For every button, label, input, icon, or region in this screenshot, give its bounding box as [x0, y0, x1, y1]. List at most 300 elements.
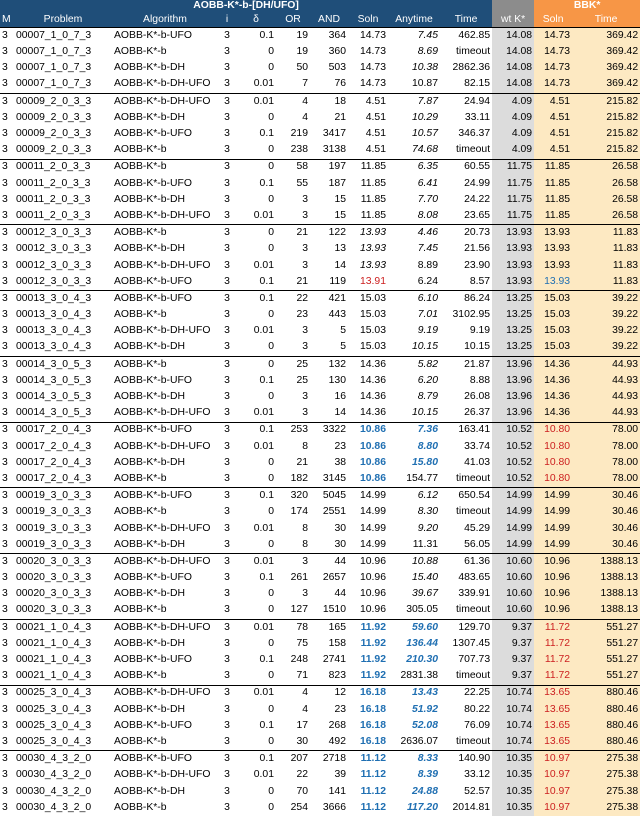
cell-i: 3 — [218, 554, 236, 571]
cell-algorithm: AOBB-K*-b-UFO — [112, 291, 218, 308]
cell-and: 2741 — [310, 652, 348, 668]
table-row — [0, 521, 640, 537]
cell-m: 3 — [0, 455, 14, 471]
cell-i: 3 — [218, 192, 236, 208]
cell-bbk-time: 44.93 — [572, 373, 640, 389]
cell-problem: 00025_3_0_4_3 — [14, 685, 112, 702]
cell-m: 3 — [0, 668, 14, 685]
cell-bbk-soln: 14.99 — [534, 537, 572, 554]
cell-m: 3 — [0, 652, 14, 668]
cell-or: 127 — [276, 603, 310, 620]
table-row — [0, 77, 640, 94]
cell-algorithm: AOBB-K*-b-DH-UFO — [112, 77, 218, 94]
cell-wt-kstar: 13.96 — [492, 389, 534, 405]
cell-time: 20.73 — [440, 225, 492, 242]
cell-time: 462.85 — [440, 28, 492, 45]
cell-m: 3 — [0, 225, 14, 242]
cell-algorithm: AOBB-K*-b-UFO — [112, 274, 218, 291]
cell-bbk-soln: 11.72 — [534, 652, 572, 668]
cell-problem: 00025_3_0_4_3 — [14, 718, 112, 734]
cell-and: 3322 — [310, 422, 348, 439]
cell-wt-kstar: 13.25 — [492, 307, 534, 323]
cell-soln: 11.85 — [348, 176, 388, 192]
cell-and: 5 — [310, 340, 348, 357]
cell-problem: 00019_3_0_3_3 — [14, 537, 112, 554]
cell-delta: 0 — [236, 702, 276, 718]
cell-anytime: 10.15 — [388, 340, 440, 357]
cell-time: 3102.95 — [440, 307, 492, 323]
cell-and: 268 — [310, 718, 348, 734]
cell-time: 707.73 — [440, 652, 492, 668]
cell-and: 2718 — [310, 751, 348, 768]
table-row — [0, 274, 640, 291]
cell-algorithm: AOBB-K*-b — [112, 734, 218, 751]
cell-soln: 4.51 — [348, 142, 388, 159]
cell-soln: 11.12 — [348, 784, 388, 800]
cell-soln: 4.51 — [348, 93, 388, 110]
cell-soln: 10.96 — [348, 603, 388, 620]
cell-bbk-time: 215.82 — [572, 142, 640, 159]
cell-time: 26.08 — [440, 389, 492, 405]
cell-algorithm: AOBB-K*-b — [112, 307, 218, 323]
cell-delta: 0.01 — [236, 323, 276, 339]
cell-bbk-soln: 11.72 — [534, 668, 572, 685]
cell-anytime: 6.10 — [388, 291, 440, 308]
cell-and: 2551 — [310, 504, 348, 520]
cell-and: 122 — [310, 225, 348, 242]
cell-problem: 00021_1_0_4_3 — [14, 619, 112, 636]
table-row — [0, 652, 640, 668]
cell-algorithm: AOBB-K*-b-DH — [112, 702, 218, 718]
cell-wt-kstar: 11.75 — [492, 176, 534, 192]
cell-delta: 0.01 — [236, 208, 276, 225]
cell-and: 3145 — [310, 471, 348, 488]
cell-bbk-time: 369.42 — [572, 60, 640, 76]
cell-m: 3 — [0, 389, 14, 405]
cell-problem: 00020_3_0_3_3 — [14, 554, 112, 571]
cell-soln: 14.36 — [348, 389, 388, 405]
cell-soln: 10.96 — [348, 586, 388, 602]
table-row — [0, 225, 640, 242]
cell-bbk-time: 215.82 — [572, 110, 640, 126]
cell-m: 3 — [0, 142, 14, 159]
table-row — [0, 488, 640, 505]
cell-m: 3 — [0, 176, 14, 192]
cell-time: 41.03 — [440, 455, 492, 471]
cell-bbk-time: 275.38 — [572, 800, 640, 816]
cell-problem: 00017_2_0_4_3 — [14, 422, 112, 439]
cell-algorithm: AOBB-K*-b-UFO — [112, 570, 218, 586]
cell-or: 21 — [276, 274, 310, 291]
cell-problem: 00017_2_0_4_3 — [14, 455, 112, 471]
cell-anytime: 117.20 — [388, 800, 440, 816]
cell-m: 3 — [0, 208, 14, 225]
cell-time: timeout — [440, 734, 492, 751]
cell-i: 3 — [218, 784, 236, 800]
cell-m: 3 — [0, 422, 14, 439]
cell-bbk-soln: 14.36 — [534, 389, 572, 405]
cell-time: 22.25 — [440, 685, 492, 702]
cell-anytime: 7.45 — [388, 241, 440, 257]
cell-anytime: 13.43 — [388, 685, 440, 702]
cell-algorithm: AOBB-K*-b — [112, 800, 218, 816]
cell-bbk-time: 551.27 — [572, 619, 640, 636]
col-header-bbk-time: Time — [572, 13, 640, 28]
cell-or: 3 — [276, 389, 310, 405]
cell-or: 75 — [276, 636, 310, 652]
cell-or: 19 — [276, 28, 310, 45]
cell-anytime: 7.70 — [388, 192, 440, 208]
cell-delta: 0.1 — [236, 291, 276, 308]
cell-algorithm: AOBB-K*-b-DH — [112, 340, 218, 357]
cell-soln: 11.12 — [348, 800, 388, 816]
cell-i: 3 — [218, 718, 236, 734]
cell-soln: 14.73 — [348, 44, 388, 60]
cell-delta: 0 — [236, 340, 276, 357]
col-header-and: AND — [310, 13, 348, 28]
cell-problem: 00021_1_0_4_3 — [14, 652, 112, 668]
cell-m: 3 — [0, 159, 14, 176]
cell-problem: 00020_3_0_3_3 — [14, 586, 112, 602]
cell-anytime: 8.80 — [388, 439, 440, 455]
cell-problem: 00007_1_0_7_3 — [14, 44, 112, 60]
cell-time: timeout — [440, 471, 492, 488]
cell-bbk-time: 26.58 — [572, 159, 640, 176]
cell-i: 3 — [218, 734, 236, 751]
cell-anytime: 6.35 — [388, 159, 440, 176]
cell-time: 10.15 — [440, 340, 492, 357]
cell-or: 78 — [276, 619, 310, 636]
cell-bbk-time: 39.22 — [572, 340, 640, 357]
cell-soln: 11.92 — [348, 636, 388, 652]
cell-algorithm: AOBB-K*-b — [112, 603, 218, 620]
cell-soln: 10.86 — [348, 439, 388, 455]
cell-and: 44 — [310, 554, 348, 571]
cell-algorithm: AOBB-K*-b-UFO — [112, 718, 218, 734]
cell-wt-kstar: 9.37 — [492, 636, 534, 652]
cell-problem: 00030_4_3_2_0 — [14, 800, 112, 816]
cell-soln: 14.73 — [348, 60, 388, 76]
cell-bbk-soln: 10.97 — [534, 784, 572, 800]
cell-problem: 00014_3_0_5_3 — [14, 356, 112, 373]
cell-delta: 0 — [236, 537, 276, 554]
cell-bbk-time: 1388.13 — [572, 570, 640, 586]
table-row — [0, 110, 640, 126]
cell-delta: 0 — [236, 60, 276, 76]
cell-bbk-time: 551.27 — [572, 652, 640, 668]
cell-wt-kstar: 13.96 — [492, 373, 534, 389]
cell-anytime: 15.80 — [388, 455, 440, 471]
cell-delta: 0.01 — [236, 93, 276, 110]
cell-i: 3 — [218, 208, 236, 225]
cell-anytime: 6.20 — [388, 373, 440, 389]
cell-algorithm: AOBB-K*-b-DH-UFO — [112, 323, 218, 339]
cell-time: timeout — [440, 603, 492, 620]
cell-bbk-time: 44.93 — [572, 389, 640, 405]
table-row — [0, 323, 640, 339]
cell-and: 30 — [310, 537, 348, 554]
cell-anytime: 305.05 — [388, 603, 440, 620]
table-row — [0, 208, 640, 225]
cell-and: 12 — [310, 685, 348, 702]
wt-group-header-blank — [492, 0, 534, 13]
cell-i: 3 — [218, 340, 236, 357]
cell-and: 119 — [310, 274, 348, 291]
cell-problem: 00014_3_0_5_3 — [14, 389, 112, 405]
col-header-m: M — [0, 13, 14, 28]
cell-time: timeout — [440, 504, 492, 520]
cell-soln: 15.03 — [348, 340, 388, 357]
cell-time: 140.90 — [440, 751, 492, 768]
cell-bbk-time: 44.93 — [572, 356, 640, 373]
cell-soln: 15.03 — [348, 323, 388, 339]
cell-m: 3 — [0, 488, 14, 505]
cell-m: 3 — [0, 60, 14, 76]
cell-or: 55 — [276, 176, 310, 192]
table-row — [0, 718, 640, 734]
cell-or: 3 — [276, 554, 310, 571]
cell-problem: 00019_3_0_3_3 — [14, 504, 112, 520]
cell-wt-kstar: 14.99 — [492, 537, 534, 554]
cell-or: 4 — [276, 702, 310, 718]
cell-or: 71 — [276, 668, 310, 685]
cell-m: 3 — [0, 586, 14, 602]
cell-or: 4 — [276, 685, 310, 702]
cell-bbk-time: 1388.13 — [572, 586, 640, 602]
table-row — [0, 734, 640, 751]
cell-wt-kstar: 10.35 — [492, 751, 534, 768]
cell-bbk-time: 26.58 — [572, 192, 640, 208]
cell-bbk-soln: 14.73 — [534, 77, 572, 94]
cell-bbk-soln: 14.99 — [534, 521, 572, 537]
cell-or: 30 — [276, 734, 310, 751]
cell-i: 3 — [218, 28, 236, 45]
cell-wt-kstar: 10.60 — [492, 586, 534, 602]
cell-m: 3 — [0, 471, 14, 488]
cell-delta: 0 — [236, 455, 276, 471]
cell-soln: 14.99 — [348, 521, 388, 537]
cell-i: 3 — [218, 652, 236, 668]
col-header-anytime: Anytime — [388, 13, 440, 28]
cell-anytime: 210.30 — [388, 652, 440, 668]
cell-problem: 00012_3_0_3_3 — [14, 225, 112, 242]
cell-or: 22 — [276, 767, 310, 783]
cell-delta: 0.01 — [236, 685, 276, 702]
cell-algorithm: AOBB-K*-b-UFO — [112, 488, 218, 505]
cell-bbk-soln: 10.96 — [534, 603, 572, 620]
table-row — [0, 44, 640, 60]
cell-algorithm: AOBB-K*-b — [112, 44, 218, 60]
cell-delta: 0 — [236, 192, 276, 208]
cell-bbk-time: 30.46 — [572, 504, 640, 520]
cell-bbk-time: 215.82 — [572, 126, 640, 142]
cell-m: 3 — [0, 274, 14, 291]
cell-anytime: 2636.07 — [388, 734, 440, 751]
cell-delta: 0.01 — [236, 439, 276, 455]
cell-bbk-soln: 11.85 — [534, 208, 572, 225]
cell-delta: 0 — [236, 471, 276, 488]
cell-bbk-soln: 13.65 — [534, 734, 572, 751]
cell-time: 33.12 — [440, 767, 492, 783]
cell-algorithm: AOBB-K*-b-UFO — [112, 176, 218, 192]
cell-delta: 0.01 — [236, 77, 276, 94]
cell-wt-kstar: 4.09 — [492, 93, 534, 110]
cell-i: 3 — [218, 586, 236, 602]
cell-wt-kstar: 9.37 — [492, 619, 534, 636]
cell-soln: 11.85 — [348, 208, 388, 225]
cell-wt-kstar: 10.74 — [492, 734, 534, 751]
cell-wt-kstar: 10.60 — [492, 603, 534, 620]
cell-soln: 14.99 — [348, 488, 388, 505]
cell-wt-kstar: 10.52 — [492, 422, 534, 439]
cell-anytime: 4.46 — [388, 225, 440, 242]
cell-wt-kstar: 14.08 — [492, 44, 534, 60]
cell-delta: 0.1 — [236, 274, 276, 291]
cell-algorithm: AOBB-K*-b-DH-UFO — [112, 619, 218, 636]
cell-m: 3 — [0, 93, 14, 110]
cell-and: 15 — [310, 208, 348, 225]
table-row — [0, 685, 640, 702]
cell-delta: 0.1 — [236, 373, 276, 389]
cell-problem: 00030_4_3_2_0 — [14, 767, 112, 783]
cell-bbk-soln: 14.99 — [534, 504, 572, 520]
cell-anytime: 6.24 — [388, 274, 440, 291]
cell-delta: 0 — [236, 142, 276, 159]
cell-bbk-time: 30.46 — [572, 488, 640, 505]
cell-or: 8 — [276, 439, 310, 455]
cell-wt-kstar: 13.96 — [492, 356, 534, 373]
cell-problem: 00011_2_0_3_3 — [14, 192, 112, 208]
cell-i: 3 — [218, 241, 236, 257]
cell-or: 3 — [276, 586, 310, 602]
cell-or: 182 — [276, 471, 310, 488]
cell-soln: 11.85 — [348, 159, 388, 176]
cell-problem: 00012_3_0_3_3 — [14, 274, 112, 291]
cell-or: 8 — [276, 537, 310, 554]
cell-i: 3 — [218, 751, 236, 768]
col-header-or: OR — [276, 13, 310, 28]
cell-time: 339.91 — [440, 586, 492, 602]
cell-problem: 00021_1_0_4_3 — [14, 668, 112, 685]
cell-delta: 0 — [236, 110, 276, 126]
cell-delta: 0 — [236, 636, 276, 652]
cell-bbk-time: 11.83 — [572, 225, 640, 242]
cell-bbk-time: 78.00 — [572, 455, 640, 471]
cell-and: 18 — [310, 93, 348, 110]
cell-problem: 00013_3_0_4_3 — [14, 323, 112, 339]
cell-m: 3 — [0, 702, 14, 718]
cell-anytime: 24.88 — [388, 784, 440, 800]
cell-i: 3 — [218, 274, 236, 291]
cell-bbk-soln: 13.93 — [534, 241, 572, 257]
cell-m: 3 — [0, 751, 14, 768]
cell-bbk-time: 369.42 — [572, 28, 640, 45]
cell-time: 24.22 — [440, 192, 492, 208]
cell-i: 3 — [218, 323, 236, 339]
cell-or: 25 — [276, 373, 310, 389]
table-row — [0, 668, 640, 685]
cell-time: 1307.45 — [440, 636, 492, 652]
cell-and: 823 — [310, 668, 348, 685]
cell-and: 23 — [310, 439, 348, 455]
cell-anytime: 39.67 — [388, 586, 440, 602]
cell-soln: 13.93 — [348, 225, 388, 242]
cell-wt-kstar: 10.35 — [492, 767, 534, 783]
cell-wt-kstar: 9.37 — [492, 652, 534, 668]
cell-bbk-soln: 11.72 — [534, 636, 572, 652]
cell-i: 3 — [218, 422, 236, 439]
table-row — [0, 554, 640, 571]
cell-bbk-time: 39.22 — [572, 323, 640, 339]
cell-bbk-soln: 4.51 — [534, 93, 572, 110]
cell-and: 3417 — [310, 126, 348, 142]
cell-and: 16 — [310, 389, 348, 405]
cell-algorithm: AOBB-K*-b-DH — [112, 241, 218, 257]
cell-i: 3 — [218, 471, 236, 488]
cell-anytime: 8.33 — [388, 751, 440, 768]
cell-problem: 00020_3_0_3_3 — [14, 570, 112, 586]
col-header-soln: Soln — [348, 13, 388, 28]
cell-problem: 00009_2_0_3_3 — [14, 93, 112, 110]
table-row — [0, 126, 640, 142]
cell-algorithm: AOBB-K*-b-UFO — [112, 373, 218, 389]
cell-or: 21 — [276, 225, 310, 242]
cell-bbk-soln: 13.65 — [534, 685, 572, 702]
table-row — [0, 619, 640, 636]
cell-delta: 0 — [236, 603, 276, 620]
cell-anytime: 59.60 — [388, 619, 440, 636]
table-row — [0, 258, 640, 274]
cell-i: 3 — [218, 291, 236, 308]
cell-m: 3 — [0, 291, 14, 308]
cell-problem: 00013_3_0_4_3 — [14, 340, 112, 357]
cell-delta: 0 — [236, 800, 276, 816]
cell-bbk-soln: 13.65 — [534, 702, 572, 718]
cell-or: 253 — [276, 422, 310, 439]
cell-bbk-time: 39.22 — [572, 307, 640, 323]
cell-or: 3 — [276, 323, 310, 339]
cell-bbk-soln: 10.97 — [534, 800, 572, 816]
cell-and: 364 — [310, 28, 348, 45]
cell-algorithm: AOBB-K*-b-DH — [112, 636, 218, 652]
cell-problem: 00019_3_0_3_3 — [14, 488, 112, 505]
cell-m: 3 — [0, 619, 14, 636]
cell-problem: 00014_3_0_5_3 — [14, 405, 112, 422]
cell-time: 82.15 — [440, 77, 492, 94]
table-row — [0, 422, 640, 439]
cell-algorithm: AOBB-K*-b — [112, 668, 218, 685]
cell-i: 3 — [218, 619, 236, 636]
cell-soln: 10.96 — [348, 570, 388, 586]
cell-delta: 0 — [236, 668, 276, 685]
cell-algorithm: AOBB-K*-b-DH — [112, 586, 218, 602]
cell-bbk-soln: 10.96 — [534, 570, 572, 586]
cell-wt-kstar: 13.93 — [492, 274, 534, 291]
cell-and: 3138 — [310, 142, 348, 159]
cell-bbk-time: 551.27 — [572, 636, 640, 652]
cell-wt-kstar: 13.25 — [492, 291, 534, 308]
cell-or: 3 — [276, 258, 310, 274]
cell-wt-kstar: 10.52 — [492, 455, 534, 471]
cell-bbk-soln: 15.03 — [534, 307, 572, 323]
cell-and: 38 — [310, 455, 348, 471]
cell-i: 3 — [218, 439, 236, 455]
table-row — [0, 405, 640, 422]
col-header-time: Time — [440, 13, 492, 28]
cell-time: 2862.36 — [440, 60, 492, 76]
cell-bbk-soln: 13.65 — [534, 718, 572, 734]
cell-wt-kstar: 14.08 — [492, 77, 534, 94]
